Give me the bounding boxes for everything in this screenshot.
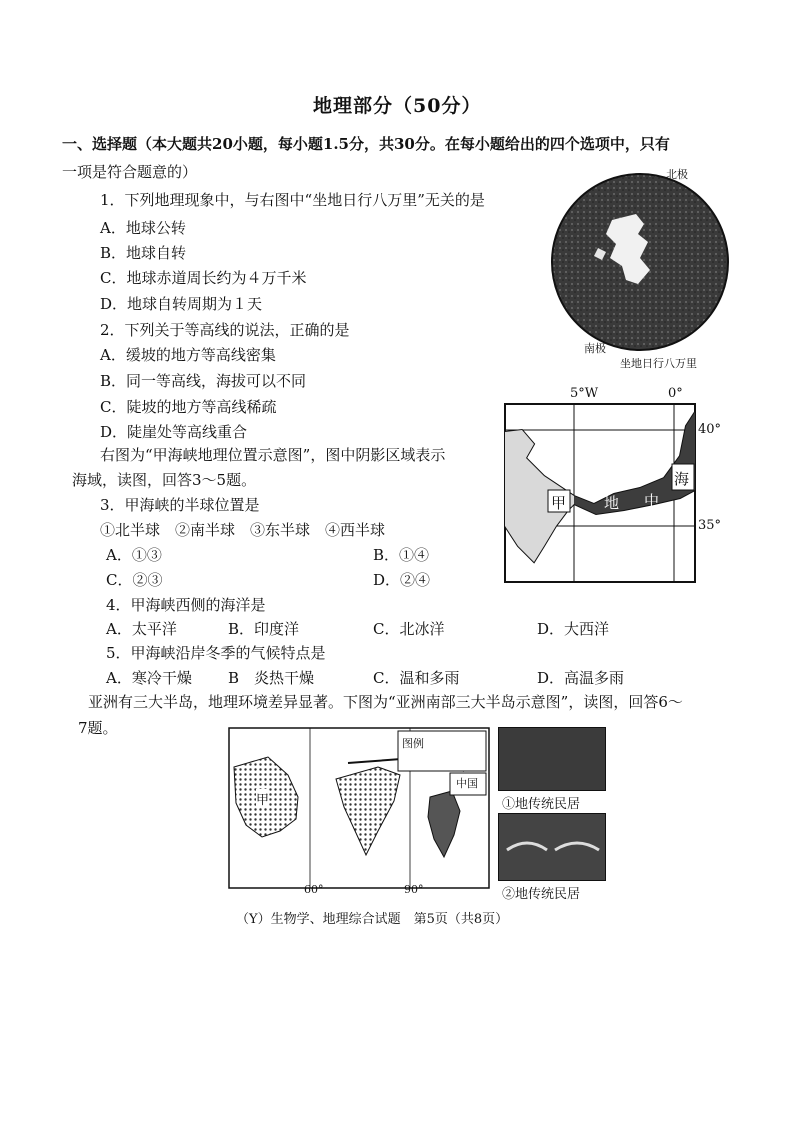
q2-stem: 2．下列关于等高线的说法，正确的是 bbox=[100, 321, 350, 339]
globe-caption: 坐地日行八万里 bbox=[620, 357, 697, 370]
globe-figure bbox=[540, 162, 740, 372]
strait-intro-line1: 右图为“甲海峡地理位置示意图”，图中阴影区域表示 bbox=[100, 446, 446, 464]
house-caption-2: ②地传统民居 bbox=[502, 887, 581, 902]
lat-40-label: 40° bbox=[698, 422, 722, 437]
q5-option-d[interactable]: D．高温多雨 bbox=[537, 669, 625, 687]
north-pole-label: 北极 bbox=[666, 168, 688, 181]
sea-hai-label: 海 bbox=[674, 470, 690, 488]
q3-option-c[interactable]: C．②③ bbox=[106, 571, 163, 589]
page-title: 地理部分（50分） bbox=[313, 95, 482, 117]
section-intro-line2: 一项是符合题意的） bbox=[62, 163, 198, 181]
q4-stem: 4．甲海峡西侧的海洋是 bbox=[106, 596, 266, 614]
houses-figure bbox=[498, 727, 608, 907]
q5-option-b[interactable]: B 炎热干燥 bbox=[228, 669, 315, 687]
q3-stem: 3．甲海峡的半球位置是 bbox=[100, 496, 260, 514]
asia-map-figure bbox=[228, 727, 490, 897]
asia-intro-line1: 亚洲有三大半岛，地理环境差异显著。下图为“亚洲南部三大半岛示意图”，读图，回答6～ bbox=[88, 693, 683, 711]
peninsula-jia-label: 甲 bbox=[256, 789, 269, 808]
legend-title: 图例 bbox=[402, 737, 424, 750]
lon-90-label: 90° bbox=[404, 883, 424, 896]
asia-intro-line2: 7题。 bbox=[78, 719, 118, 737]
section-intro-line1: 一、选择题（本大题共20小题，每小题1.5分，共30分。在每小题给出的四个选项中，只有 bbox=[62, 135, 670, 153]
strait-map-figure bbox=[504, 386, 744, 586]
q3-option-b[interactable]: B．①④ bbox=[373, 546, 430, 564]
lon-5w-label: 5°W bbox=[570, 386, 599, 401]
q2-option-b[interactable]: B．同一等高线，海拔可以不同 bbox=[100, 372, 307, 390]
globe-svg bbox=[540, 162, 740, 372]
q5-stem: 5．甲海峡沿岸冬季的气候特点是 bbox=[106, 644, 326, 662]
q1-option-c[interactable]: C．地球赤道周长约为４万千米 bbox=[100, 269, 307, 287]
q1-stem: 1．下列地理现象中，与右图中“坐地日行八万里”无关的是 bbox=[100, 191, 485, 209]
asia-map-svg bbox=[228, 727, 490, 897]
house-roof-svg bbox=[499, 814, 605, 880]
q4-option-d[interactable]: D．大西洋 bbox=[537, 620, 610, 638]
page-footer: （Y）生物学、地理综合试题 第5页（共8页） bbox=[236, 912, 509, 927]
south-pole-label: 南极 bbox=[584, 342, 606, 355]
lon-60-label: 60° bbox=[304, 883, 324, 896]
sea-di-label: 地 bbox=[604, 494, 620, 512]
q1-option-b[interactable]: B．地球自转 bbox=[100, 244, 187, 262]
q5-option-a[interactable]: A．寒冷干燥 bbox=[106, 669, 192, 687]
q3-choices: ①北半球 ②南半球 ③东半球 ④西半球 bbox=[100, 521, 386, 539]
q1-option-a[interactable]: A．地球公转 bbox=[100, 219, 186, 237]
q2-option-d[interactable]: D．陡崖处等高线重合 bbox=[100, 423, 248, 441]
q5-option-c[interactable]: C．温和多雨 bbox=[373, 669, 460, 687]
sea-zhong-label: 中 bbox=[644, 492, 660, 510]
china-label: 中国 bbox=[456, 777, 478, 790]
q2-option-a[interactable]: A．缓坡的地方等高线密集 bbox=[100, 346, 276, 364]
lat-35-label: 35° bbox=[698, 518, 722, 533]
strait-intro-line2: 海域，读图，回答3～5题。 bbox=[72, 471, 257, 489]
house-photo-2 bbox=[498, 813, 606, 881]
strait-jia-label: 甲 bbox=[551, 494, 567, 512]
strait-map-svg bbox=[504, 386, 744, 586]
q1-option-d[interactable]: D．地球自转周期为１天 bbox=[100, 295, 263, 313]
house-photo-1 bbox=[498, 727, 606, 791]
lon-0-label: 0° bbox=[668, 386, 683, 401]
q2-option-c[interactable]: C．陡坡的地方等高线稀疏 bbox=[100, 398, 277, 416]
q4-option-c[interactable]: C．北冰洋 bbox=[373, 620, 445, 638]
house-caption-1: ①地传统民居 bbox=[502, 797, 581, 812]
q3-option-d[interactable]: D．②④ bbox=[373, 571, 431, 589]
q4-option-a[interactable]: A．太平洋 bbox=[106, 620, 177, 638]
q4-option-b[interactable]: B．印度洋 bbox=[228, 620, 300, 638]
q3-option-a[interactable]: A．①③ bbox=[106, 546, 162, 564]
